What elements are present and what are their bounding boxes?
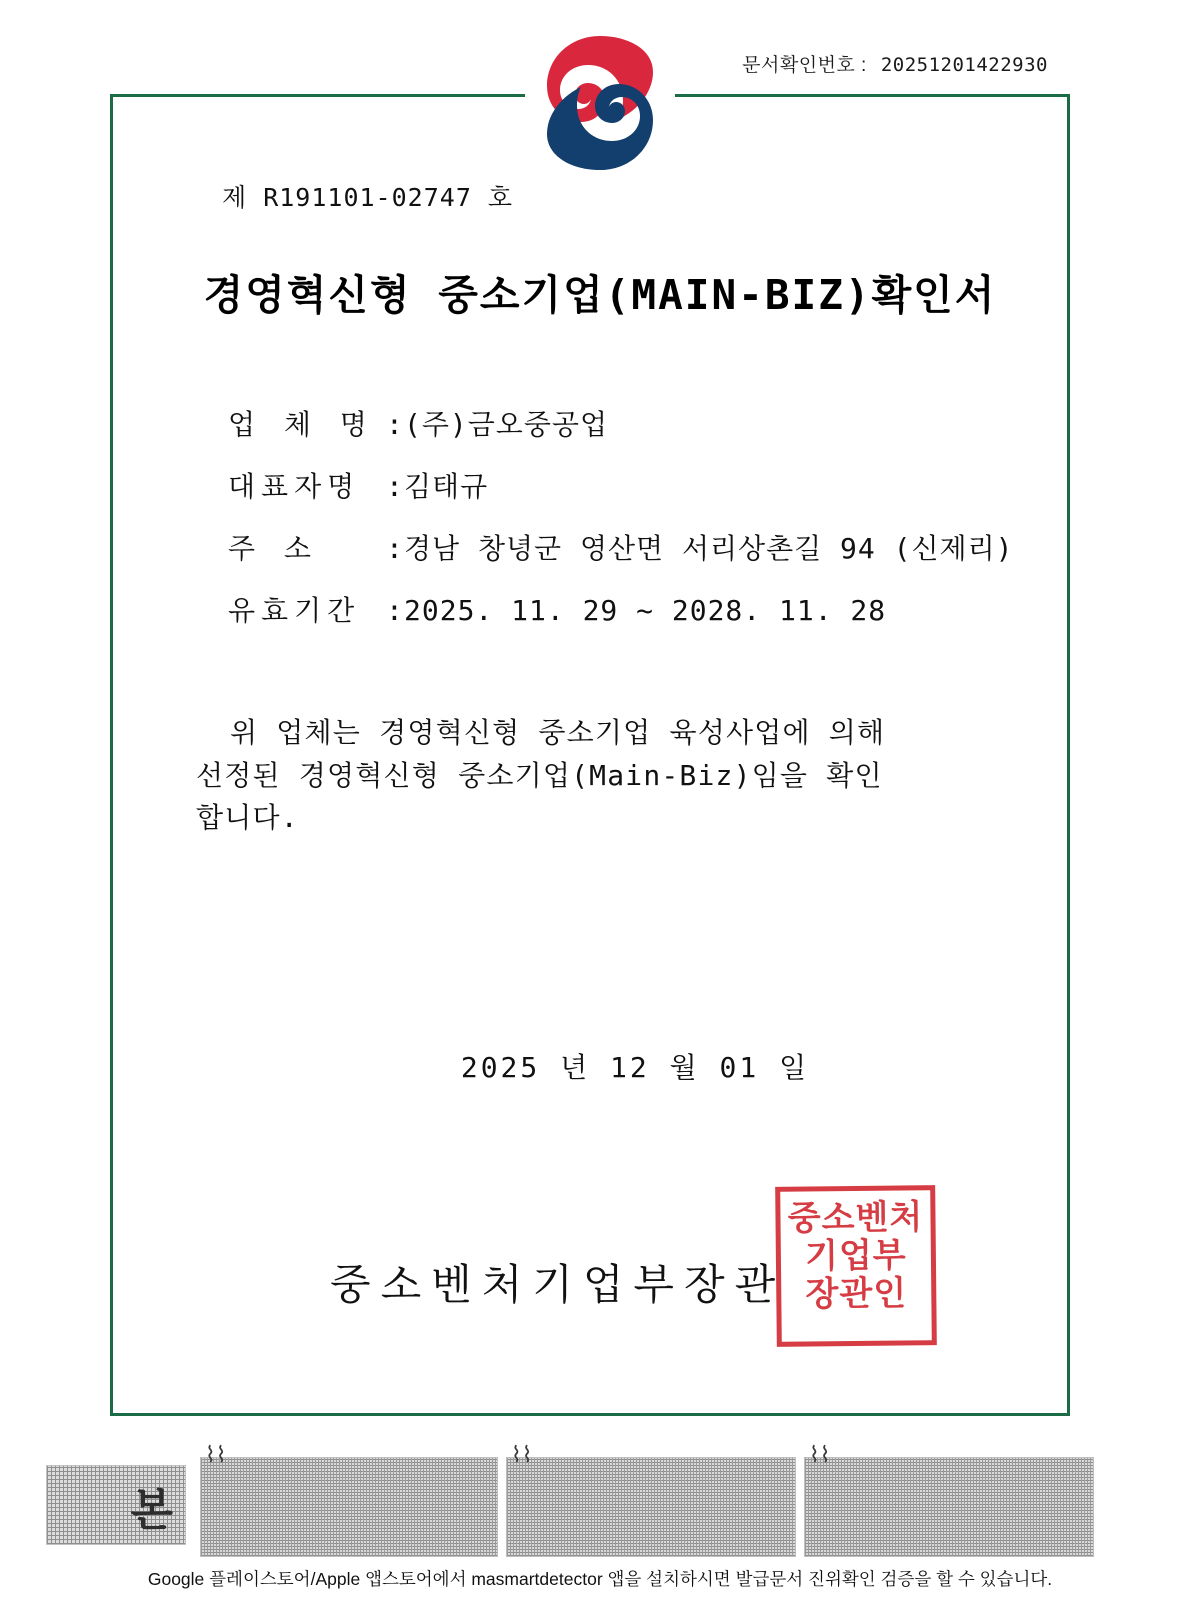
barcode-strip-2	[506, 1442, 796, 1557]
barcode-corner-icon-2: ⌇⌇	[511, 1442, 533, 1467]
barcode-strip-3	[804, 1442, 1094, 1557]
barcode-corner-icon-1: ⌇⌇	[205, 1442, 227, 1467]
field-colon-address: :	[386, 532, 404, 565]
copy-stamp-label: 본	[130, 1486, 173, 1535]
field-colon-valid-period: :	[386, 594, 404, 627]
certificate-title: 경영혁신형 중소기업(MAIN-BIZ)확인서	[203, 271, 997, 319]
copy-stamp	[46, 1465, 186, 1545]
statement-line-2: 선정된 경영혁신형 중소기업(Main-Biz)임을 확인	[196, 758, 883, 792]
field-label-valid-period: 유효기간	[228, 594, 361, 627]
field-colon-representative: :	[386, 470, 404, 503]
field-value-valid-period: 2025. 11. 29 ~ 2028. 11. 28	[404, 594, 887, 627]
document-confirm-number-label: 문서확인번호 :	[742, 55, 867, 76]
footer-verification-area	[0, 1440, 1200, 1600]
certificate-serial-number: 제 R191101-02747 호	[222, 183, 514, 212]
seal-line-3: 장관인	[805, 1273, 908, 1315]
field-label-address: 주 소	[228, 532, 317, 565]
issuer-name: 중소벤처기업부장관	[330, 1260, 786, 1309]
field-value-representative: 김태규	[404, 470, 489, 503]
statement-line-1: 위 업체는 경영혁신형 중소기업 육성사업에 의해	[230, 716, 886, 749]
barcode-corner-icon-3: ⌇⌇	[809, 1442, 831, 1467]
field-row-company	[228, 403, 1068, 443]
field-row-address	[228, 527, 1068, 567]
document-confirm-number-value: 20251201422930	[880, 54, 1048, 76]
barcode-strip-1	[200, 1442, 498, 1557]
field-row-valid-period	[228, 589, 1068, 629]
document-confirm-number	[742, 50, 1048, 77]
seal-line-1: 중소벤처	[787, 1197, 924, 1239]
field-label-company: 업 체 명	[228, 408, 373, 441]
footer-note: Google 플레이스토어/Apple 앱스토어에서 masmartdetector 앱을 설치하시면 발급문서 진위확인 검증을 할 수 있습니다.	[147, 1569, 1053, 1589]
korea-government-emblem-icon	[525, 28, 675, 178]
issue-date: 2025 년 12 월 01 일	[460, 1051, 810, 1084]
field-value-company: (주)금오중공업	[404, 408, 609, 441]
seal-line-2: 기업부	[804, 1235, 907, 1277]
certificate-statement	[196, 712, 1036, 840]
field-row-representative	[228, 465, 1068, 505]
field-label-representative: 대표자명	[228, 470, 361, 503]
field-value-address: 경남 창녕군 영산면 서리상촌길 94 (신제리)	[404, 532, 1014, 565]
certificate-fields	[228, 403, 1068, 651]
official-seal	[775, 1185, 937, 1347]
statement-line-3: 합니다.	[196, 801, 299, 835]
field-colon-company: :	[386, 408, 404, 441]
